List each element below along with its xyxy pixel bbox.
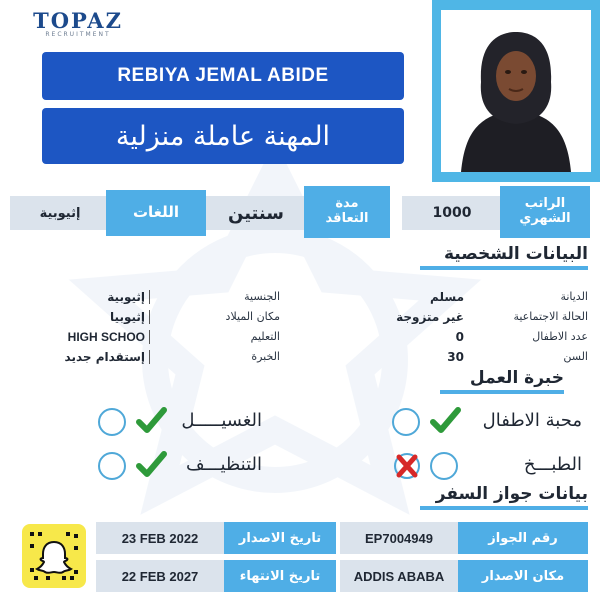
checkbox-cleaning[interactable] bbox=[98, 452, 126, 480]
info-row bbox=[320, 330, 588, 350]
info-label: مكان الميلاد bbox=[225, 310, 280, 323]
info-value: إثيوبيا bbox=[40, 310, 150, 324]
personal-info-heading: البيانات الشخصية bbox=[420, 244, 588, 270]
expiry-date-value: 22 FEB 2027 bbox=[96, 560, 224, 592]
personal-info-right bbox=[320, 290, 588, 370]
passport-info-heading: بيانات جواز السفر bbox=[420, 484, 588, 510]
info-value: 0 bbox=[455, 330, 464, 344]
passport-number-value: EP7004949 bbox=[340, 522, 458, 554]
languages-label: اللغات bbox=[106, 190, 206, 236]
info-row bbox=[40, 330, 280, 350]
issue-place-value: ADDIS ABABA bbox=[340, 560, 458, 592]
info-value: غير متزوجة bbox=[396, 310, 464, 324]
snapchat-qr-code[interactable] bbox=[22, 524, 86, 588]
candidate-occupation: المهنة عاملة منزلية bbox=[42, 108, 404, 164]
info-value: HIGH SCHOO bbox=[40, 330, 150, 344]
work-experience-heading: خبرة العمل bbox=[440, 368, 564, 394]
info-row bbox=[40, 290, 280, 310]
checkbox-cooking[interactable] bbox=[430, 452, 458, 480]
check-icon bbox=[428, 404, 462, 438]
skill-label-childcare: محبة الاطفال bbox=[482, 410, 582, 431]
check-icon bbox=[134, 404, 168, 438]
passport-number-label: رقم الجواز bbox=[458, 522, 588, 554]
check-icon bbox=[134, 448, 168, 482]
info-label: السن bbox=[563, 350, 588, 363]
company-logo bbox=[28, 8, 128, 38]
info-row bbox=[320, 310, 588, 330]
expiry-date-label: تاريخ الانتهاء bbox=[224, 560, 336, 592]
personal-info-left bbox=[40, 290, 280, 370]
salary-label-text: الراتب الشهري bbox=[519, 196, 571, 226]
info-row bbox=[40, 350, 280, 370]
info-value: إثيوبية bbox=[40, 290, 150, 304]
info-label: عدد الاطفال bbox=[532, 330, 588, 343]
cross-icon bbox=[390, 448, 424, 482]
salary-value: 1000 bbox=[402, 196, 502, 230]
info-value: إستقدام جديد bbox=[40, 350, 150, 364]
logo-word: TOPAZ bbox=[33, 8, 123, 33]
info-value: 30 bbox=[447, 350, 464, 364]
contract-period-label-text: مدة التعاقد bbox=[325, 196, 369, 226]
languages-value: إثيوبية bbox=[10, 196, 110, 230]
info-row bbox=[320, 350, 588, 370]
issue-date-label: تاريخ الاصدار bbox=[224, 522, 336, 554]
info-label: الديانة bbox=[560, 290, 588, 303]
candidate-photo bbox=[441, 10, 591, 172]
info-label: الخبرة bbox=[251, 350, 280, 363]
skill-label-laundry: الغسيـــــل bbox=[181, 410, 262, 431]
salary-label bbox=[500, 186, 590, 238]
info-label: الجنسية bbox=[244, 290, 280, 303]
info-row bbox=[40, 310, 280, 330]
skill-label-cleaning: التنظيـــف bbox=[186, 454, 262, 475]
candidate-name: REBIYA JEMAL ABIDE bbox=[42, 52, 404, 100]
issue-date-value: 23 FEB 2022 bbox=[96, 522, 224, 554]
checkbox-childcare[interactable] bbox=[392, 408, 420, 436]
contract-period-label bbox=[304, 186, 390, 238]
info-row bbox=[320, 290, 588, 310]
info-label: التعليم bbox=[250, 330, 280, 343]
info-label: الحالة الاجتماعية bbox=[513, 310, 588, 323]
issue-place-label: مكان الاصدار bbox=[458, 560, 588, 592]
info-value: مسلم bbox=[430, 290, 464, 304]
skill-label-cooking: الطبـــخ bbox=[523, 454, 582, 475]
checkbox-laundry[interactable] bbox=[98, 408, 126, 436]
contract-period-value: سنتين bbox=[206, 196, 306, 230]
logo-subtitle: RECRUITMENT bbox=[45, 31, 111, 38]
